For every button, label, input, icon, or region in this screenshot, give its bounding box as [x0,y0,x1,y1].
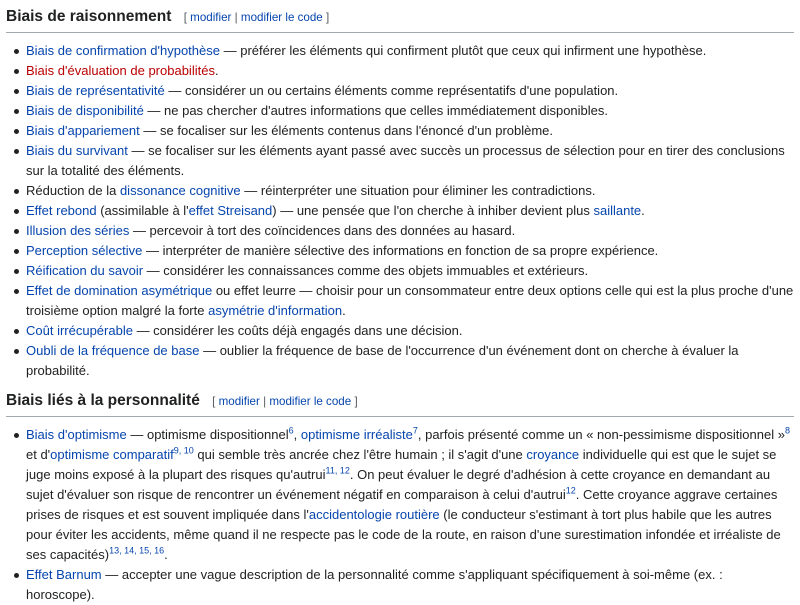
bias-link[interactable]: Réification du savoir [26,263,144,278]
inline-link[interactable]: accidentologie routière [308,507,440,522]
citation-ref[interactable]: 11, 12 [325,465,350,476]
list-item-optimisme: Biais d'optimisme — optimisme dispositionnel$^6$, optimisme irréaliste$^7$, parfois présenté comme un « non-pessimisme dispositionnel »$^8$ et d'optimisme comparatif$^{9, 10}$ qui semble très ancrée chez l'être humain ; il s'agit d'une croyance individuelle qui est que le sujet se juge moins exposé à la plupart des risques qu'autrui$^{11, 12}$. On peut évaluer le degré d'adhésion à cette croyance en demandant au sujet d'évaluer son risque de rencontrer un événement négatif en comparaison à celui d'autrui$^{12}$. Cette croyance aggrave certaines prises de risques et est souvent impliquée dans l'accidentologie routière (le conducteur s'estimant à tort plus habile que les autres pour éviter les accidents, même quand il ne respecte pas le code de la route, en raison d'une surestimation infondée et irréaliste de ses capacités)$^{13, 14, 15, 16}$. [26,425,794,565]
list-item: Biais de disponibilité — ne pas chercher d'autres informations que celles immédiatement disponibles. [26,101,794,121]
list-item: Illusion des séries — percevoir à tort des coïncidences dans des données au hasard. [26,221,794,241]
bias-link[interactable]: Biais du survivant [26,143,128,158]
inline-link[interactable]: optimisme irréaliste [300,427,413,442]
list-item: Effet rebond (assimilable à l'effet Streisand) — une pensée que l'on cherche à inhiber devient plus saillante. [26,201,794,221]
bias-link[interactable]: Effet de domination asymétrique [26,283,213,298]
section-heading-raisonnement [6,6,794,33]
citation-ref[interactable]: 13, 14, 15, 16 [109,545,165,556]
inline-link[interactable]: saillante [593,203,642,218]
bias-list-raisonnement [6,41,794,381]
list-item: Coût irrécupérable — considérer les coûts déjà engagés dans une décision. [26,321,794,341]
bias-list-personnalite [6,425,794,605]
inline-link[interactable]: asymétrie d'information [208,303,343,318]
edit-link[interactable]: modifier [218,395,260,408]
bias-link-missing[interactable]: Biais d'évaluation de probabilités [26,63,215,78]
bias-link[interactable]: Perception sélective [26,243,143,258]
bias-link[interactable]: Illusion des séries [26,223,130,238]
bias-link[interactable]: Biais de confirmation d'hypothèse [26,43,220,58]
section-title: Biais liés à la personnalité [6,392,200,409]
bias-link[interactable]: Biais d'appariement [26,123,140,138]
list-item: Perception sélective — interpréter de manière sélective des informations en fonction de sa propre expérience. [26,241,794,261]
edit-section-links: [ modifier | modifier le code ] [183,11,330,24]
list-item: Biais d'évaluation de probabilités. [26,61,794,81]
inline-link[interactable]: optimisme comparatif [50,447,174,462]
bias-link[interactable]: Effet Barnum [26,567,102,582]
bias-link[interactable]: Effet rebond [26,203,97,218]
inline-link[interactable]: effet Streisand [188,203,273,218]
bias-link[interactable]: dissonance cognitive [119,183,241,198]
list-item: Biais d'appariement — se focaliser sur les éléments contenus dans l'énoncé d'un problème. [26,121,794,141]
citation-ref[interactable]: 12 [565,485,576,496]
bias-link[interactable]: Oubli de la fréquence de base [26,343,200,358]
edit-code-link[interactable]: modifier le code [240,11,323,24]
edit-section-links: [ modifier | modifier le code ] [212,395,358,408]
bias-link[interactable]: Biais d'optimisme [26,427,127,442]
list-item: Biais de confirmation d'hypothèse — préférer les éléments qui confirment plutôt que ceux qui infirment une hypothèse. [26,41,794,61]
citation-ref[interactable]: 8 [784,425,790,436]
section-title: Biais de raisonnement [6,8,172,25]
inline-link[interactable]: croyance [526,447,580,462]
citation-ref[interactable]: 7 [412,425,418,436]
edit-code-link[interactable]: modifier le code [269,395,352,408]
bias-link[interactable]: Coût irrécupérable [26,323,133,338]
list-item: Réification du savoir — considérer les connaissances comme des objets immuables et extérieurs. [26,261,794,281]
citation-ref[interactable]: 6 [288,425,294,436]
list-item: Réduction de la dissonance cognitive — réinterpréter une situation pour éliminer les contradictions. [26,181,794,201]
list-item: Effet Barnum — accepter une vague description de la personnalité comme s'appliquant spécifiquement à soi-même (ex. : horoscope). [26,565,794,605]
list-item: Oubli de la fréquence de base — oublier la fréquence de base de l'occurrence d'un événement dont on cherche à évaluer la probabilité. [26,341,794,381]
bias-link[interactable]: Biais de représentativité [26,83,165,98]
edit-link[interactable]: modifier [190,11,232,24]
list-item: Effet de domination asymétrique ou effet leurre — choisir pour un consommateur entre deux options celle qui est la plus proche d'une troisième option malgré la forte asymétrie d'information. [26,281,794,321]
section-heading-personnalite [6,390,794,417]
list-item: Biais du survivant — se focaliser sur les éléments ayant passé avec succès un processus de sélection pour en tirer des conclusions sur la totalité des éléments. [26,141,794,181]
citation-ref[interactable]: 9, 10 [173,445,194,456]
list-item: Biais de représentativité — considérer un ou certains éléments comme représentatifs d'une population. [26,81,794,101]
bias-link[interactable]: Biais de disponibilité [26,103,144,118]
